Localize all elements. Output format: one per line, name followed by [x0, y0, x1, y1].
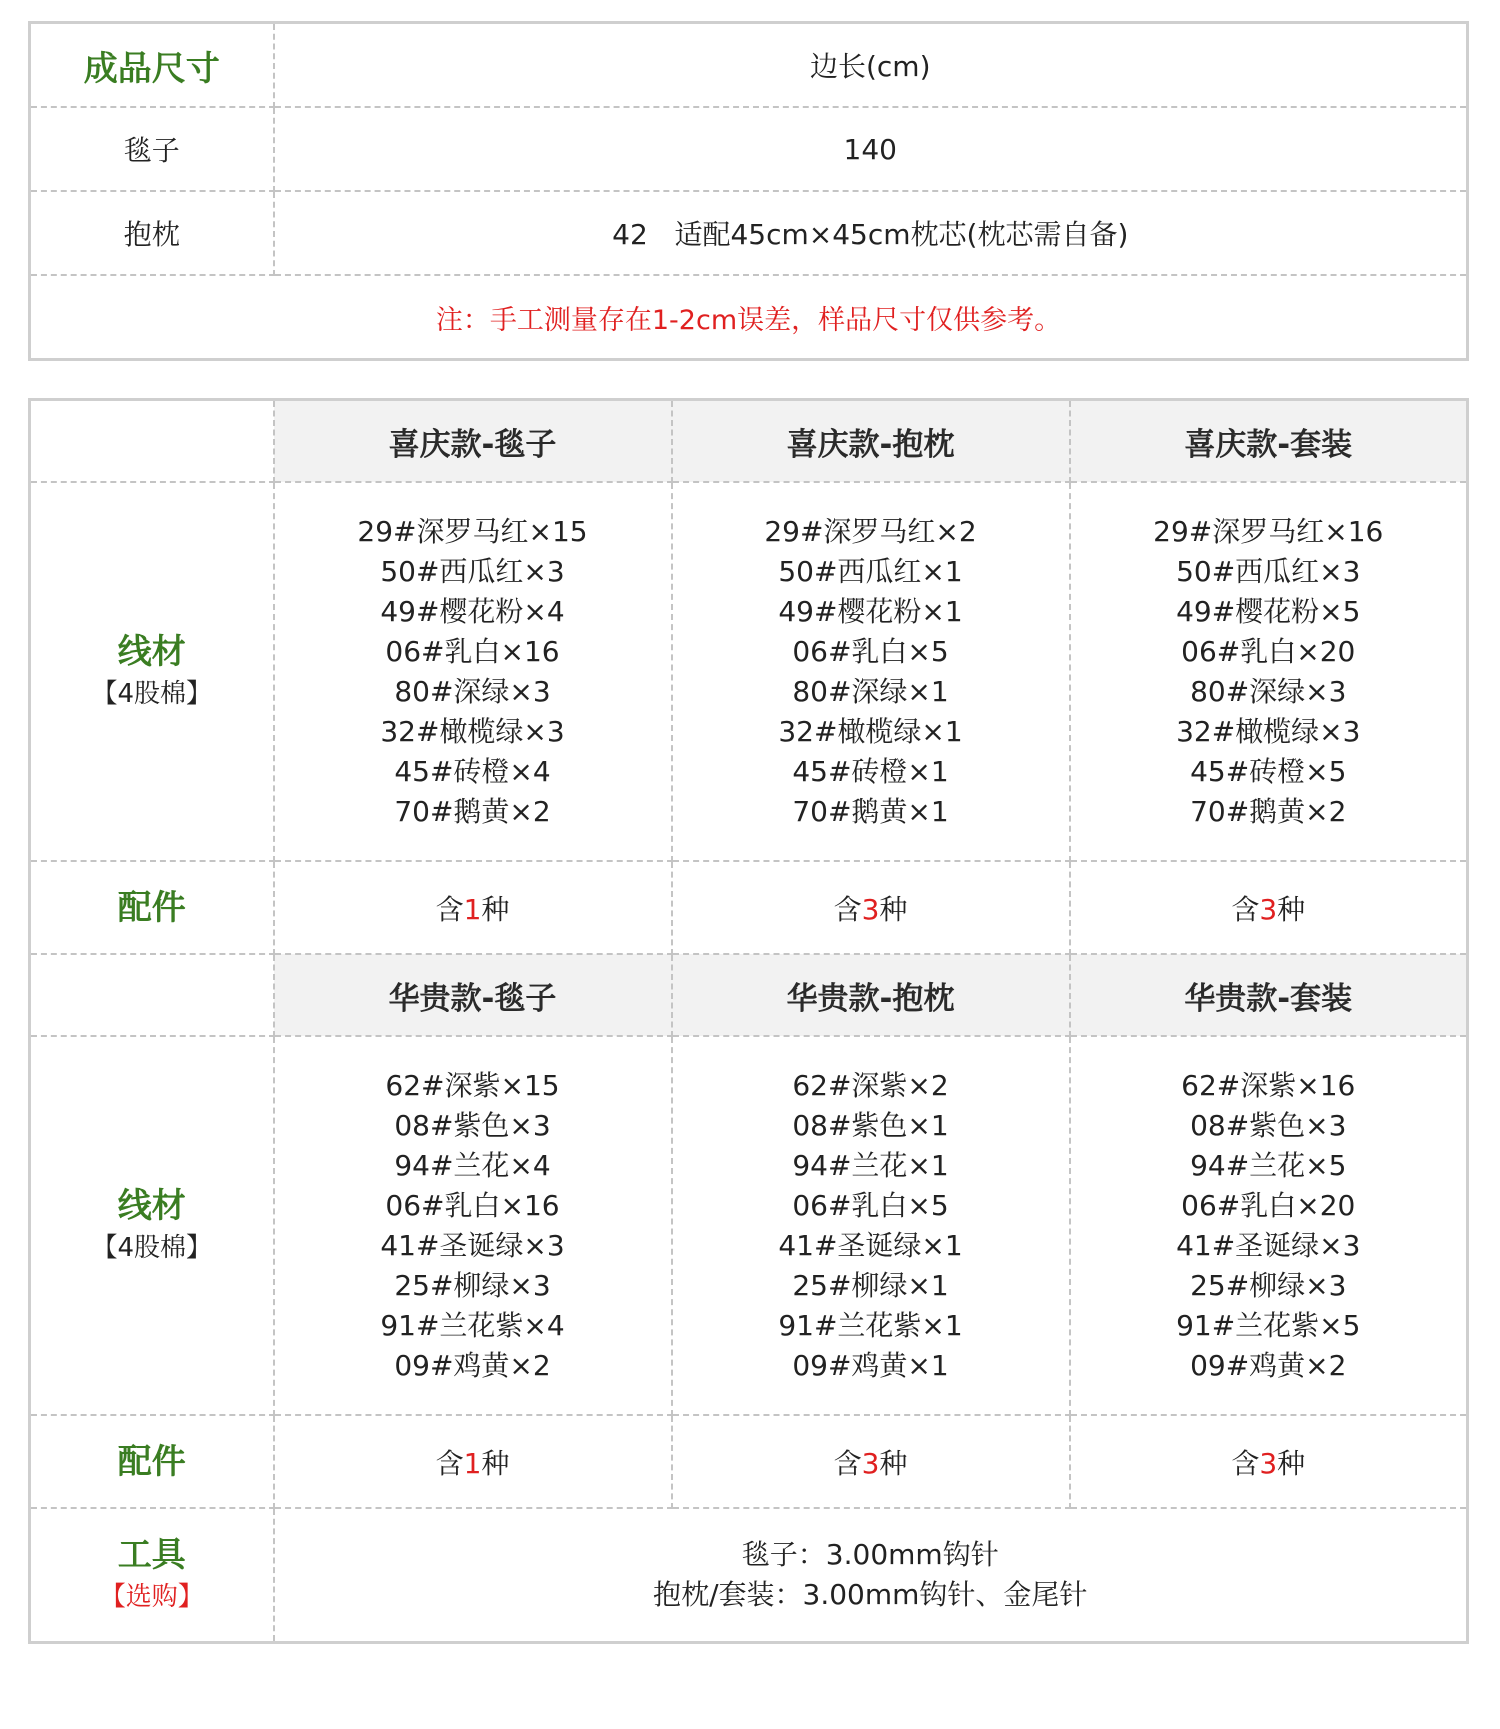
yarn-item: 80#深绿×3 — [394, 674, 551, 708]
yarn-item: 41#圣诞绿×3 — [1176, 1228, 1361, 1262]
yarn-item: 94#兰花×1 — [792, 1148, 949, 1182]
yarn-item: 49#樱花粉×1 — [778, 594, 963, 628]
yarn-item: 70#鹅黄×2 — [394, 794, 551, 828]
accessory-count: 3 — [861, 892, 880, 926]
accessory-count: 3 — [861, 1446, 880, 1480]
kit-header-blanket: 喜庆款-毯子 — [274, 400, 672, 483]
yarn-item: 29#深罗马红×15 — [357, 514, 588, 548]
yarn-item: 91#兰花紫×5 — [1176, 1308, 1361, 1342]
yarn-item: 62#深紫×16 — [1181, 1068, 1356, 1102]
yarn-row — [30, 482, 1468, 861]
yarn-item: 94#兰花×4 — [394, 1148, 551, 1182]
tools-label-cell — [30, 1508, 274, 1643]
yarn-item: 06#乳白×5 — [792, 1188, 949, 1222]
yarn-label-cell — [30, 482, 274, 861]
yarn-label: 线材 — [117, 1185, 186, 1226]
yarn-item: 62#深紫×2 — [792, 1068, 949, 1102]
accessory-label-cell — [30, 861, 274, 954]
yarn-item: 06#乳白×16 — [385, 634, 560, 668]
yarn-item: 80#深绿×1 — [792, 674, 949, 708]
yarn-sublabel: 【4股棉】 — [91, 1232, 213, 1263]
yarn-list-blanket — [274, 1036, 672, 1415]
tools-line: 毯子：3.00mm钩针 — [741, 1538, 999, 1571]
kit-header-pillow: 华贵款-抱枕 — [672, 954, 1070, 1036]
size-header-label: 成品尺寸 — [30, 23, 274, 108]
size-note-row — [30, 275, 1468, 360]
size-value-pillow: 42 适配45cm×45cm枕芯(枕芯需自备) — [274, 191, 1468, 275]
yarn-item: 06#乳白×5 — [792, 634, 949, 668]
size-header-value: 边长(cm) — [274, 23, 1468, 108]
tools-line: 抱枕/套装：3.00mm钩针、金尾针 — [653, 1578, 1088, 1611]
yarn-item: 80#深绿×3 — [1190, 674, 1347, 708]
kit-header-set: 喜庆款-套装 — [1070, 400, 1468, 483]
size-value-blanket: 140 — [274, 107, 1468, 191]
size-header-row — [30, 23, 1468, 108]
yarn-item: 08#紫色×1 — [792, 1108, 949, 1142]
size-row-blanket — [30, 107, 1468, 191]
yarn-list — [275, 512, 671, 832]
accessory-prefix: 含 — [833, 1446, 862, 1480]
accessory-label-cell — [30, 1415, 274, 1508]
accessory-prefix: 含 — [1231, 1446, 1260, 1480]
yarn-list-pillow — [672, 1036, 1070, 1415]
yarn-list — [673, 512, 1069, 832]
yarn-item: 70#鹅黄×2 — [1190, 794, 1347, 828]
yarn-item: 45#砖橙×5 — [1190, 754, 1347, 788]
yarn-item: 32#橄榄绿×1 — [778, 714, 963, 748]
yarn-label: 线材 — [117, 631, 186, 672]
size-note: 注：手工测量存在1-2cm误差，样品尺寸仅供参考。 — [30, 275, 1468, 360]
yarn-item: 09#鸡黄×2 — [394, 1348, 551, 1382]
accessory-row — [30, 1415, 1468, 1508]
accessory-prefix: 含 — [435, 892, 464, 926]
accessory-count-blanket — [274, 1415, 672, 1508]
accessory-suffix: 种 — [1277, 1446, 1306, 1480]
accessory-count: 1 — [463, 1446, 482, 1480]
kit-header-blanket: 华贵款-毯子 — [274, 954, 672, 1036]
yarn-item: 06#乳白×16 — [385, 1188, 560, 1222]
accessory-count: 3 — [1259, 1446, 1278, 1480]
yarn-sublabel: 【4股棉】 — [91, 678, 213, 709]
yarn-item: 25#柳绿×1 — [792, 1268, 949, 1302]
yarn-item: 49#樱花粉×5 — [1176, 594, 1361, 628]
yarn-item: 50#西瓜红×3 — [380, 554, 565, 588]
yarn-item: 50#西瓜红×1 — [778, 554, 963, 588]
yarn-item: 50#西瓜红×3 — [1176, 554, 1361, 588]
accessory-suffix: 种 — [481, 1446, 510, 1480]
kit-table — [28, 398, 1469, 1644]
accessory-suffix: 种 — [879, 892, 908, 926]
yarn-list-set — [1070, 482, 1468, 861]
yarn-item: 45#砖橙×4 — [394, 754, 551, 788]
yarn-row — [30, 1036, 1468, 1415]
yarn-item: 91#兰花紫×1 — [778, 1308, 963, 1342]
yarn-list — [1071, 1066, 1467, 1386]
tools-row — [30, 1508, 1468, 1643]
accessory-suffix: 种 — [879, 1446, 908, 1480]
accessory-count-set — [1070, 1415, 1468, 1508]
yarn-item: 32#橄榄绿×3 — [380, 714, 565, 748]
kit-header-empty — [30, 400, 274, 483]
yarn-item: 29#深罗马红×2 — [764, 514, 977, 548]
yarn-item: 45#砖橙×1 — [792, 754, 949, 788]
size-table — [28, 21, 1469, 361]
yarn-list — [673, 1066, 1069, 1386]
yarn-item: 06#乳白×20 — [1181, 634, 1356, 668]
yarn-item: 29#深罗马红×16 — [1153, 514, 1384, 548]
accessory-count-pillow — [672, 861, 1070, 954]
yarn-item: 70#鹅黄×1 — [792, 794, 949, 828]
accessory-prefix: 含 — [833, 892, 862, 926]
yarn-item: 49#樱花粉×4 — [380, 594, 565, 628]
yarn-label-cell — [30, 1036, 274, 1415]
yarn-item: 08#紫色×3 — [394, 1108, 551, 1142]
accessory-label: 配件 — [117, 887, 186, 928]
yarn-list — [275, 1066, 671, 1386]
tools-label: 工具 — [117, 1535, 186, 1575]
size-label-pillow: 抱枕 — [30, 191, 274, 275]
yarn-item: 94#兰花×5 — [1190, 1148, 1347, 1182]
kit-header-set: 华贵款-套装 — [1070, 954, 1468, 1036]
kit-header-row — [30, 954, 1468, 1036]
accessory-count-pillow — [672, 1415, 1070, 1508]
yarn-item: 09#鸡黄×1 — [792, 1348, 949, 1382]
accessory-suffix: 种 — [1277, 892, 1306, 926]
tools-list — [274, 1508, 1468, 1643]
yarn-item: 25#柳绿×3 — [1190, 1268, 1347, 1302]
yarn-item: 62#深紫×15 — [385, 1068, 560, 1102]
yarn-item: 25#柳绿×3 — [394, 1268, 551, 1302]
size-label-blanket: 毯子 — [30, 107, 274, 191]
accessory-count: 3 — [1259, 892, 1278, 926]
tools-sublabel: 【选购】 — [99, 1582, 204, 1612]
yarn-item: 91#兰花紫×4 — [380, 1308, 565, 1342]
yarn-list — [1071, 512, 1467, 832]
size-row-pillow — [30, 191, 1468, 275]
yarn-item: 06#乳白×20 — [1181, 1188, 1356, 1222]
accessory-prefix: 含 — [435, 1446, 464, 1480]
accessory-label: 配件 — [117, 1441, 186, 1482]
accessory-count-blanket — [274, 861, 672, 954]
kit-header-pillow: 喜庆款-抱枕 — [672, 400, 1070, 483]
yarn-item: 41#圣诞绿×1 — [778, 1228, 963, 1262]
yarn-item: 09#鸡黄×2 — [1190, 1348, 1347, 1382]
yarn-item: 32#橄榄绿×3 — [1176, 714, 1361, 748]
accessory-prefix: 含 — [1231, 892, 1260, 926]
yarn-list-blanket — [274, 482, 672, 861]
kit-header-row — [30, 400, 1468, 483]
accessory-count-set — [1070, 861, 1468, 954]
kit-header-empty — [30, 954, 274, 1036]
accessory-count: 1 — [463, 892, 482, 926]
accessory-suffix: 种 — [481, 892, 510, 926]
yarn-item: 41#圣诞绿×3 — [380, 1228, 565, 1262]
accessory-row — [30, 861, 1468, 954]
yarn-list-pillow — [672, 482, 1070, 861]
yarn-item: 08#紫色×3 — [1190, 1108, 1347, 1142]
yarn-list-set — [1070, 1036, 1468, 1415]
